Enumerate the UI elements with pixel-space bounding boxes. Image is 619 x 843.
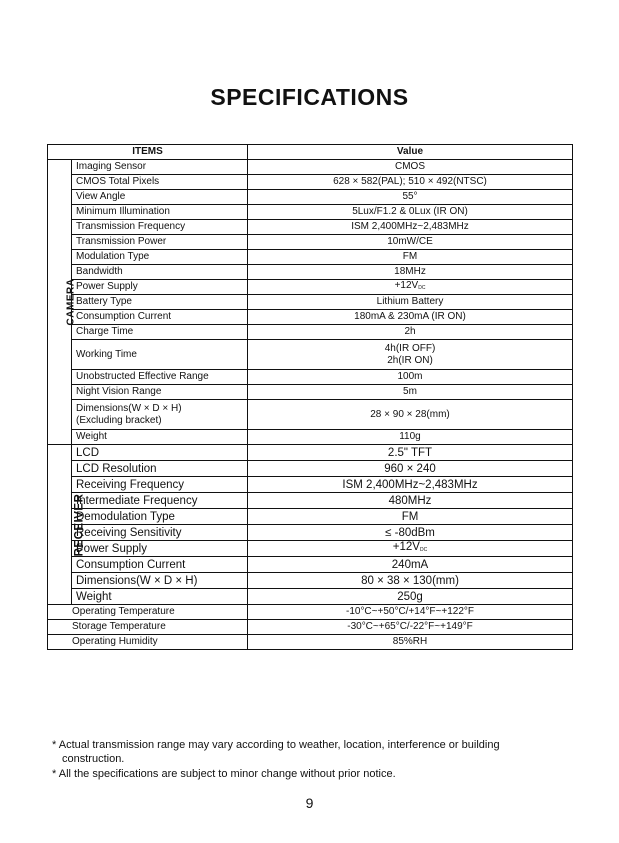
value-cell: Lithium Battery xyxy=(248,295,573,310)
item-cell: Dimensions(W × D × H) xyxy=(72,573,248,589)
page-number: 9 xyxy=(305,795,314,811)
table-row xyxy=(48,295,573,310)
table-row xyxy=(48,541,573,557)
item-cell: LCD xyxy=(72,445,248,461)
value-cell: 85%RH xyxy=(248,635,573,650)
page-title: SPECIFICATIONS xyxy=(210,84,409,110)
item-cell: View Angle xyxy=(72,190,248,205)
value-cell: 5m xyxy=(248,385,573,400)
item-cell: Bandwidth xyxy=(72,265,248,280)
value-cell: CMOS xyxy=(248,160,573,175)
table-row xyxy=(48,605,573,620)
value-header: Value xyxy=(248,145,573,160)
item-cell: Weight xyxy=(72,430,248,445)
table-row xyxy=(48,265,573,280)
items-header: ITEMS xyxy=(48,145,248,160)
table-row xyxy=(48,280,573,295)
table-row xyxy=(48,190,573,205)
value-cell: 110g xyxy=(248,430,573,445)
footnote-range: * Actual transmission range may vary according to weather, location, interference or building xyxy=(52,739,500,751)
value-cell: $+12V_{DC}$ xyxy=(248,280,573,295)
value-cell: 250g xyxy=(248,589,573,605)
table-row xyxy=(48,385,573,400)
value-cell: 55° xyxy=(248,190,573,205)
value-cell: -30°C~+65°C/-22°F~+149°F xyxy=(248,620,573,635)
value-cell: 5Lux/F1.2 & 0Lux (IR ON) xyxy=(248,205,573,220)
item-cell: Weight xyxy=(72,589,248,605)
value-cell: FM xyxy=(248,509,573,525)
item-cell: Operating Humidity xyxy=(48,635,248,650)
item-cell: Power Supply xyxy=(72,280,248,295)
table-row xyxy=(48,493,573,509)
table-row xyxy=(48,589,573,605)
value-cell: 28 × 90 × 28(mm) xyxy=(248,400,573,430)
table-row xyxy=(48,340,573,370)
item-cell: Intermediate Frequency xyxy=(72,493,248,509)
table-row xyxy=(48,310,573,325)
footnote-changes: * All the specifications are subject to minor change without prior notice. xyxy=(52,768,396,780)
item-cell: Transmission Frequency xyxy=(72,220,248,235)
item-cell: Consumption Current xyxy=(72,310,248,325)
table-row xyxy=(48,160,573,175)
item-cell: Consumption Current xyxy=(72,557,248,573)
value-cell: 10mW/CE xyxy=(248,235,573,250)
footnote-range-continued: construction. xyxy=(62,753,125,765)
table-row xyxy=(48,325,573,340)
value-cell: -10°C~+50°C/+14°F~+122°F xyxy=(248,605,573,620)
value-cell: 100m xyxy=(248,370,573,385)
item-cell: Storage Temperature xyxy=(48,620,248,635)
specifications-table xyxy=(47,144,573,650)
item-cell: Minimum Illumination xyxy=(72,205,248,220)
table-row xyxy=(48,620,573,635)
camera-group-label: CAMERA xyxy=(48,160,72,445)
value-cell: 240mA xyxy=(248,557,573,573)
item-cell: Receiving Sensitivity xyxy=(72,525,248,541)
item-cell: Transmission Power xyxy=(72,235,248,250)
value-cell: 80 × 38 × 130(mm) xyxy=(248,573,573,589)
value-cell: $+12V_{DC}$ xyxy=(248,541,573,557)
value-cell: 960 × 240 xyxy=(248,461,573,477)
item-cell: Unobstructed Effective Range xyxy=(72,370,248,385)
table-row xyxy=(48,400,573,430)
table-row xyxy=(48,573,573,589)
value-cell: ISM 2,400MHz~2,483MHz xyxy=(248,220,573,235)
table-row xyxy=(48,635,573,650)
table-row xyxy=(48,430,573,445)
item-cell: Operating Temperature xyxy=(48,605,248,620)
table-row xyxy=(48,235,573,250)
value-cell: 4h(IR OFF) 2h(IR ON) xyxy=(248,340,573,370)
item-cell: Modulation Type xyxy=(72,250,248,265)
table-row xyxy=(48,205,573,220)
value-cell: 628 × 582(PAL); 510 × 492(NTSC) xyxy=(248,175,573,190)
item-cell: Night Vision Range xyxy=(72,385,248,400)
table-row xyxy=(48,525,573,541)
table-row xyxy=(48,477,573,493)
value-cell: 480MHz xyxy=(248,493,573,509)
item-cell: Dimensions(W × D × H) (Excluding bracket) xyxy=(72,400,248,430)
value-cell: 18MHz xyxy=(248,265,573,280)
receiver-group-label: RECEIVER xyxy=(48,445,72,605)
table-row xyxy=(48,250,573,265)
value-cell: 2.5" TFT xyxy=(248,445,573,461)
value-cell: 2h xyxy=(248,325,573,340)
table-row xyxy=(48,461,573,477)
value-cell: 180mA & 230mA (IR ON) xyxy=(248,310,573,325)
item-cell: Battery Type xyxy=(72,295,248,310)
item-cell: Power Supply xyxy=(72,541,248,557)
table-row xyxy=(48,557,573,573)
item-cell: CMOS Total Pixels xyxy=(72,175,248,190)
table-row xyxy=(48,370,573,385)
table-row xyxy=(48,445,573,461)
value-cell: ISM 2,400MHz~2,483MHz xyxy=(248,477,573,493)
table-row xyxy=(48,509,573,525)
table-row xyxy=(48,175,573,190)
value-cell: ≤ -80dBm xyxy=(248,525,573,541)
item-cell: Receiving Frequency xyxy=(72,477,248,493)
table-header-row xyxy=(48,145,573,160)
item-cell: LCD Resolution xyxy=(72,461,248,477)
item-cell: Imaging Sensor xyxy=(72,160,248,175)
item-cell: Charge Time xyxy=(72,325,248,340)
value-cell: FM xyxy=(248,250,573,265)
item-cell: Demodulation Type xyxy=(72,509,248,525)
item-cell: Working Time xyxy=(72,340,248,370)
table-row xyxy=(48,220,573,235)
